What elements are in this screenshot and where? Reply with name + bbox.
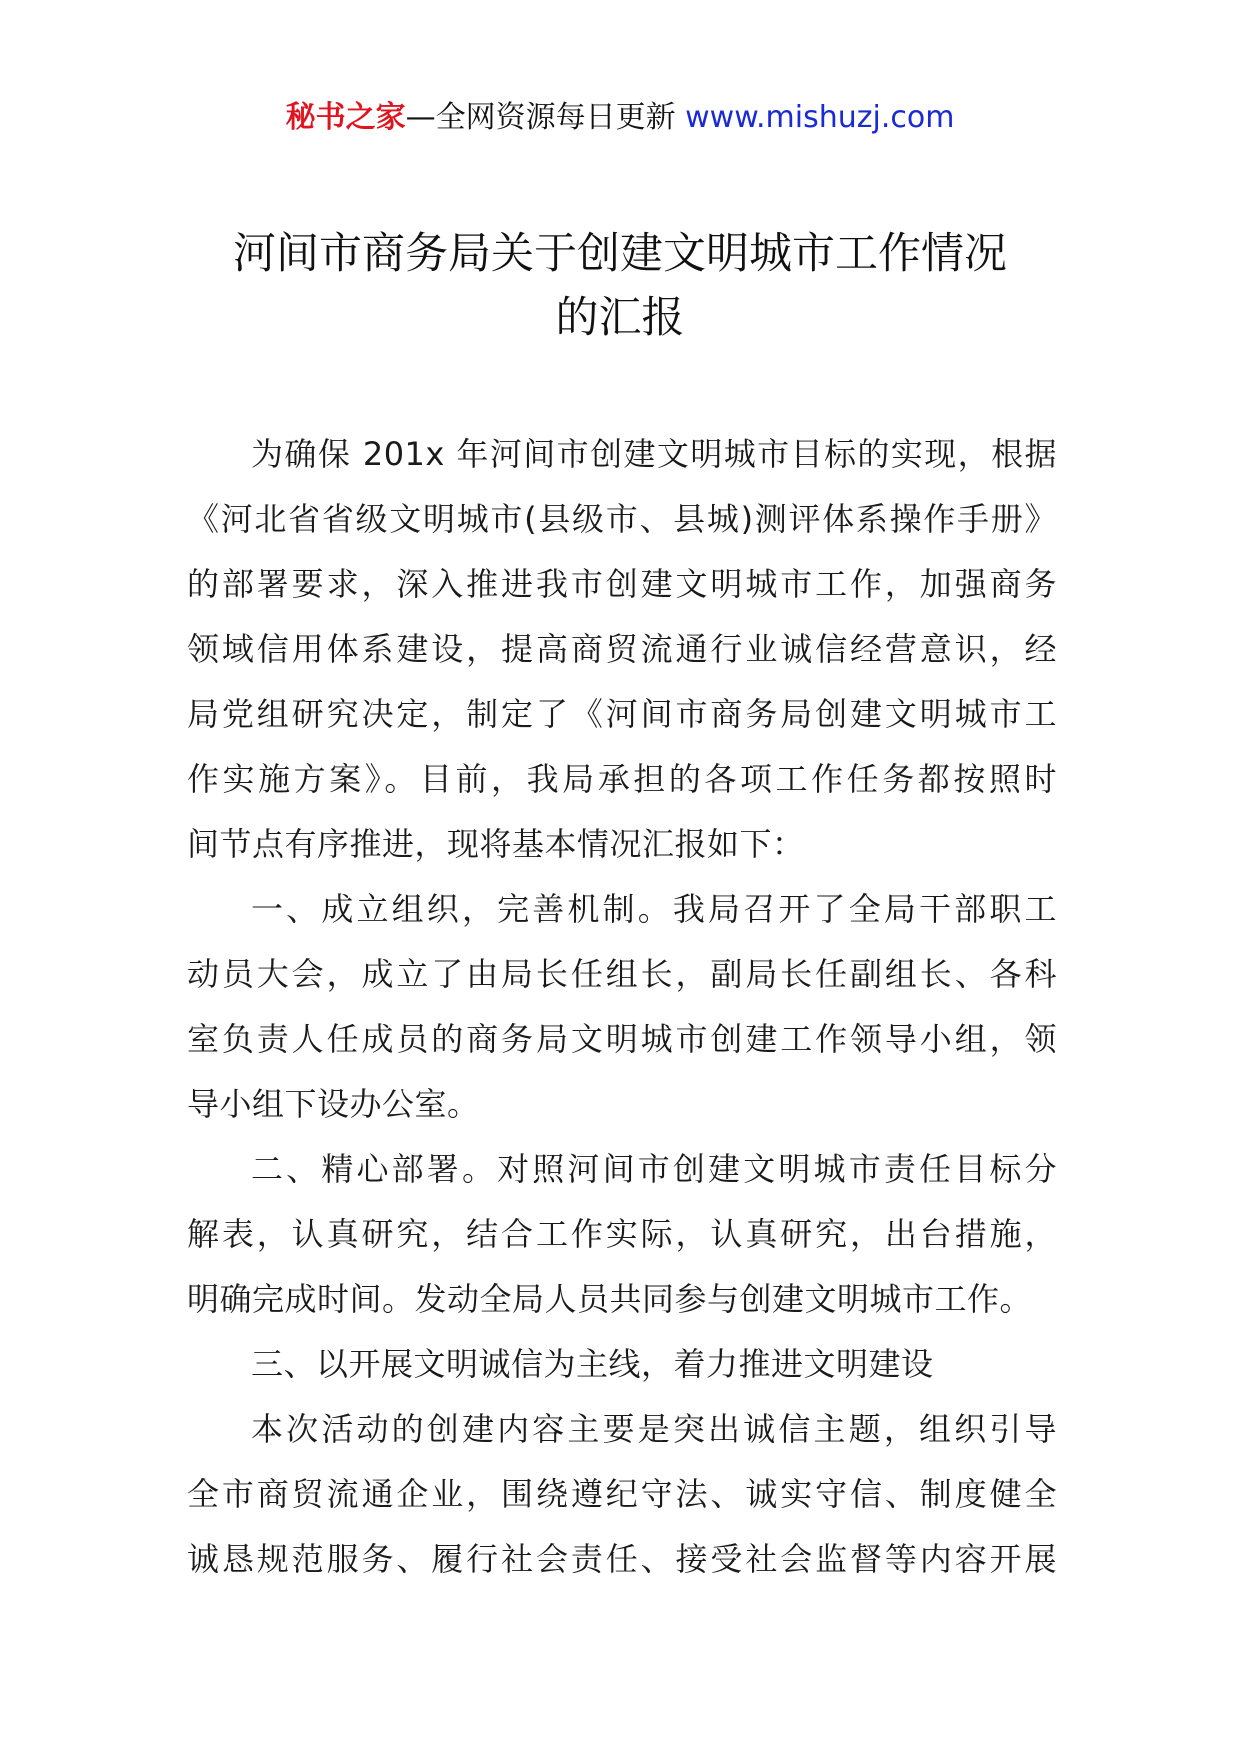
paragraph-line: 间节点有序推进，现将基本情况汇报如下： <box>187 825 805 863</box>
document-body <box>187 422 1057 1592</box>
paragraph-line: 《河北省省级文明城市(县级市、县城)测评体系操作手册》 <box>187 500 1057 538</box>
title-line: 的汇报 <box>555 293 685 343</box>
paragraph-line: 室负责人任成员的商务局文明城市创建工作领导小组，领 <box>187 1020 1057 1058</box>
paragraph-line: 动员大会，成立了由局长任组长，副局长任副组长、各科 <box>187 955 1057 993</box>
paragraph-line: 导小组下设办公室。 <box>187 1085 480 1123</box>
paragraph-line: 本次活动的创建内容主要是突出诚信主题，组织引导 <box>251 1410 1057 1448</box>
paragraph-line: 的部署要求，深入推进我市创建文明城市工作，加强商务 <box>187 565 1057 603</box>
paragraph-line: 作实施方案》。目前，我局承担的各项工作任务都按照时 <box>187 760 1057 798</box>
title-line: 河间市商务局关于创建文明城市工作情况 <box>233 229 1007 279</box>
paragraph-line: 局党组研究决定，制定了《河间市商务局创建文明城市工 <box>187 695 1057 733</box>
section-heading-line: 三、以开展文明诚信为主线，着力推进文明建设 <box>251 1345 934 1383</box>
banner-tagline: —全网资源每日更新 <box>405 100 676 135</box>
paragraph-line: 为确保 201x 年河间市创建文明城市目标的实现，根据 <box>251 435 1057 473</box>
site-url-link[interactable]: www.mishuzj.com <box>685 100 955 135</box>
paragraph-line: 领域信用体系建设，提高商贸流通行业诚信经营意识，经 <box>187 630 1057 668</box>
document-title <box>150 222 1090 350</box>
paragraph-line: 明确完成时间。发动全局人员共同参与创建文明城市工作。 <box>187 1280 1033 1318</box>
paragraph-line: 解表，认真研究，结合工作实际，认真研究，出台措施， <box>187 1215 1057 1253</box>
site-banner <box>0 98 1240 138</box>
section-heading-line: 二、精心部署。对照河间市创建文明城市责任目标分 <box>251 1150 1057 1188</box>
paragraph-line: 诚恳规范服务、履行社会责任、接受社会监督等内容开展 <box>187 1540 1057 1578</box>
section-heading-line: 一、成立组织，完善机制。我局召开了全局干部职工 <box>251 890 1057 928</box>
brand-name: 秘书之家 <box>285 100 406 135</box>
paragraph-line: 全市商贸流通企业，围绕遵纪守法、诚实守信、制度健全 <box>187 1475 1057 1513</box>
